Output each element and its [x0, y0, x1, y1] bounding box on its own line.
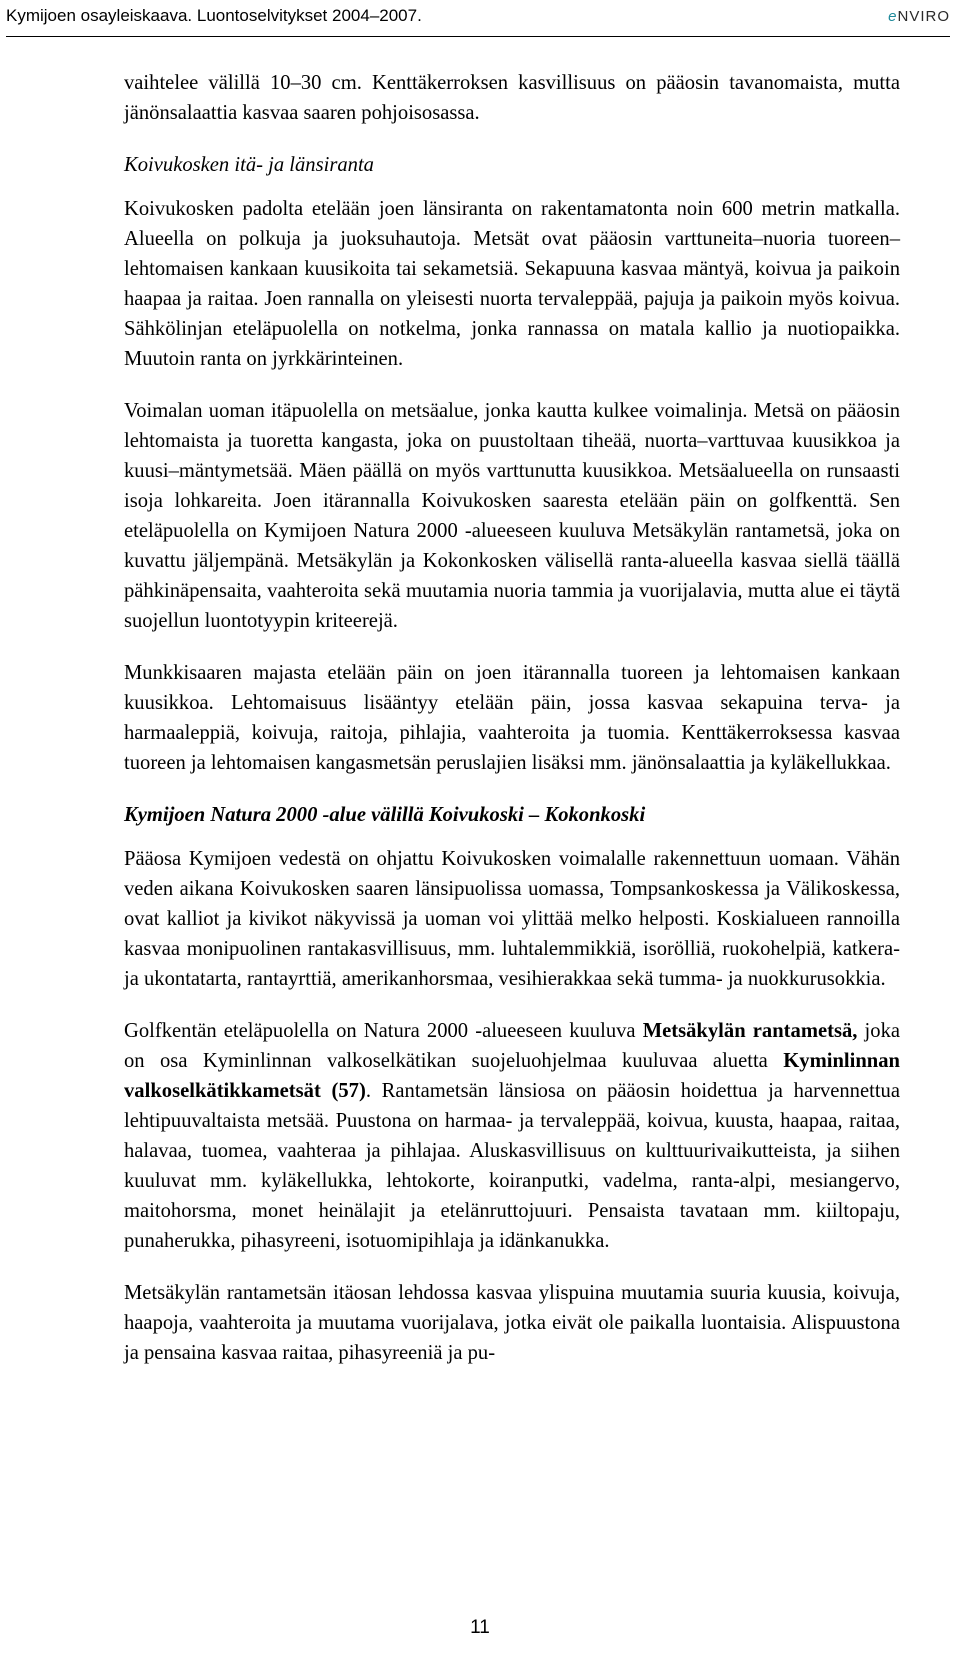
page-body [124, 68, 900, 1368]
paragraph [124, 1016, 900, 1256]
paragraph: Voimalan uoman itäpuolella on metsäalue, jonka kautta kulkee voimalinja. Metsä on pääosin lehtomaista ja tuoretta kangasta, joka on puustoltaan tiheää, nuorta–varttuvaa kuusikkoa ja kuusi–mäntymetsää. Mäen päällä on myös varttunutta kuusikkoa. Metsäalueella on runsaasti isoja lohkareita. Joen itärannalla Koivukosken saaresta etelään päin on golfkenttä. Sen eteläpuolella on Kymijoen Natura 2000 -alueeseen kuuluva Metsäkylän rantametsä, joka on kuvattu jäljempänä. Metsäkylän ja Kokonkosken välisellä ranta-alueella kasvaa siellä täällä pähkinäpensaita, vaahteroita sekä muutamia nuoria tammia ja vuorijalavia, mutta alue ei täytä suojellun luontotyypin kriteerejä. [124, 400, 900, 632]
page-header [6, 6, 950, 37]
logo-prefix: e [888, 8, 898, 25]
paragraph-text: joka on osa Kyminlinnan valkoselkätikan suojeluohjelmaa kuuluvaa aluetta [124, 1020, 901, 1072]
bold-term: Metsäkylän rantametsä, [642, 1020, 858, 1042]
paragraph: Munkkisaaren majasta etelään päin on joen itärannalla tuoreen ja lehtomaisen kankaan kuusikkoa. Lehtomaisuus lisääntyy etelään päin, jossa kasvaa sekapuina terva- ja harmaaleppiä, koivuja, raitoja, pihlajia, vaahteroita ja tuomia. Kenttäkerroksessa kasvaa tuoreen ja lehtomaisen kangasmetsän peruslajien lisäksi mm. jänönsalaattia ja kyläkellukkaa. [124, 662, 900, 774]
document-title: Kymijoen osayleiskaava. Luontoselvitykset 2004–2007. [6, 6, 422, 25]
page-number: 11 [470, 1617, 490, 1638]
section-heading: Koivukosken itä- ja länsiranta [124, 154, 374, 176]
paragraph-text: . Rantametsän länsiosa on pääosin hoidettua ja harvennettua lehtipuuvaltaista metsää. Puustona on harmaa- ja tervaleppää, koivua, kuusta, haapaa, raitaa, halavaa, tuomea, vaahteraa ja pihlajaa. Aluskasvillisuus on kulttuurivaikutteista, ja siihen kuuluvat mm. kyläkellukka, lehtokorte, koiranputki, vadelma, ranta-alpi, mesiangervo, maitohorsma, monet heinälajit ja etelänruttojuuri. Pensaista tavataan mm. kiiltopaju, punaherukka, pihasyreeni, isotuomipihlaja ja idänkanukka. [124, 1080, 900, 1252]
section-heading: Kymijoen Natura 2000 -alue välillä Koivukoski – Kokonkoski [124, 804, 646, 826]
paragraph: Pääosa Kymijoen vedestä on ohjattu Koivukosken voimalalle rakennettuun uomaan. Vähän veden aikana Koivukosken saaren länsipuolissa uomassa, Tompsankoskessa ja Välikoskessa, ovat kalliot ja kivikot näkyvissä ja uoman voi ylittää melko helposti. Koskialueen rannoilla kasvaa monipuolinen rantakasvillisuus, mm. luhtalemmikkiä, isorölliä, ruokohelpiä, katkera- ja ukontatarta, rantayrttiä, amerikanhorsmaa, vesihierakkaa sekä tumma- ja nuokkurusokkia. [124, 848, 900, 990]
logo-text: NVIRO [897, 8, 950, 25]
paragraph: vaihtelee välillä 10–30 cm. Kenttäkerroksen kasvillisuus on pääosin tavanomaista, mutta jänönsalaattia kasvaa saaren pohjoisosassa. [124, 72, 900, 124]
enviro-logo [888, 8, 950, 25]
paragraph: Metsäkylän rantametsän itäosan lehdossa kasvaa ylispuina muutamia suuria kuusia, koivuja, haapoja, vaahteroita ja muutama vuorijalava, jotka eivät ole paikalla luontaisia. Alispuustona ja pensaina kasvaa raitaa, pihasyreeniä ja pu- [124, 1282, 900, 1364]
paragraph: Koivukosken padolta etelään joen länsiranta on rakentamatonta noin 600 metrin matkalla. Alueella on polkuja ja juoksuhautoja. Metsät ovat pääosin varttuneita–nuoria tuoreen–lehtomaisen kankaan kuusikoita tai sekametsiä. Sekapuuna kasvaa mäntyä, koivua ja paikoin haapaa ja raitaa. Joen rannalla on yleisesti nuorta tervaleppää, pajuja ja paikoin myös koivua. Sähkölinjan eteläpuolella on notkelma, jonka rannassa on matala kallio ja nuotiopaikka. Muutoin ranta on jyrkkärinteinen. [124, 198, 900, 370]
paragraph-text: Golfkentän eteläpuolella on Natura 2000 -alueeseen kuuluva [124, 1020, 643, 1042]
bold-term: Kyminlinnan valkoselkätikkametsät (57) [124, 1050, 900, 1102]
